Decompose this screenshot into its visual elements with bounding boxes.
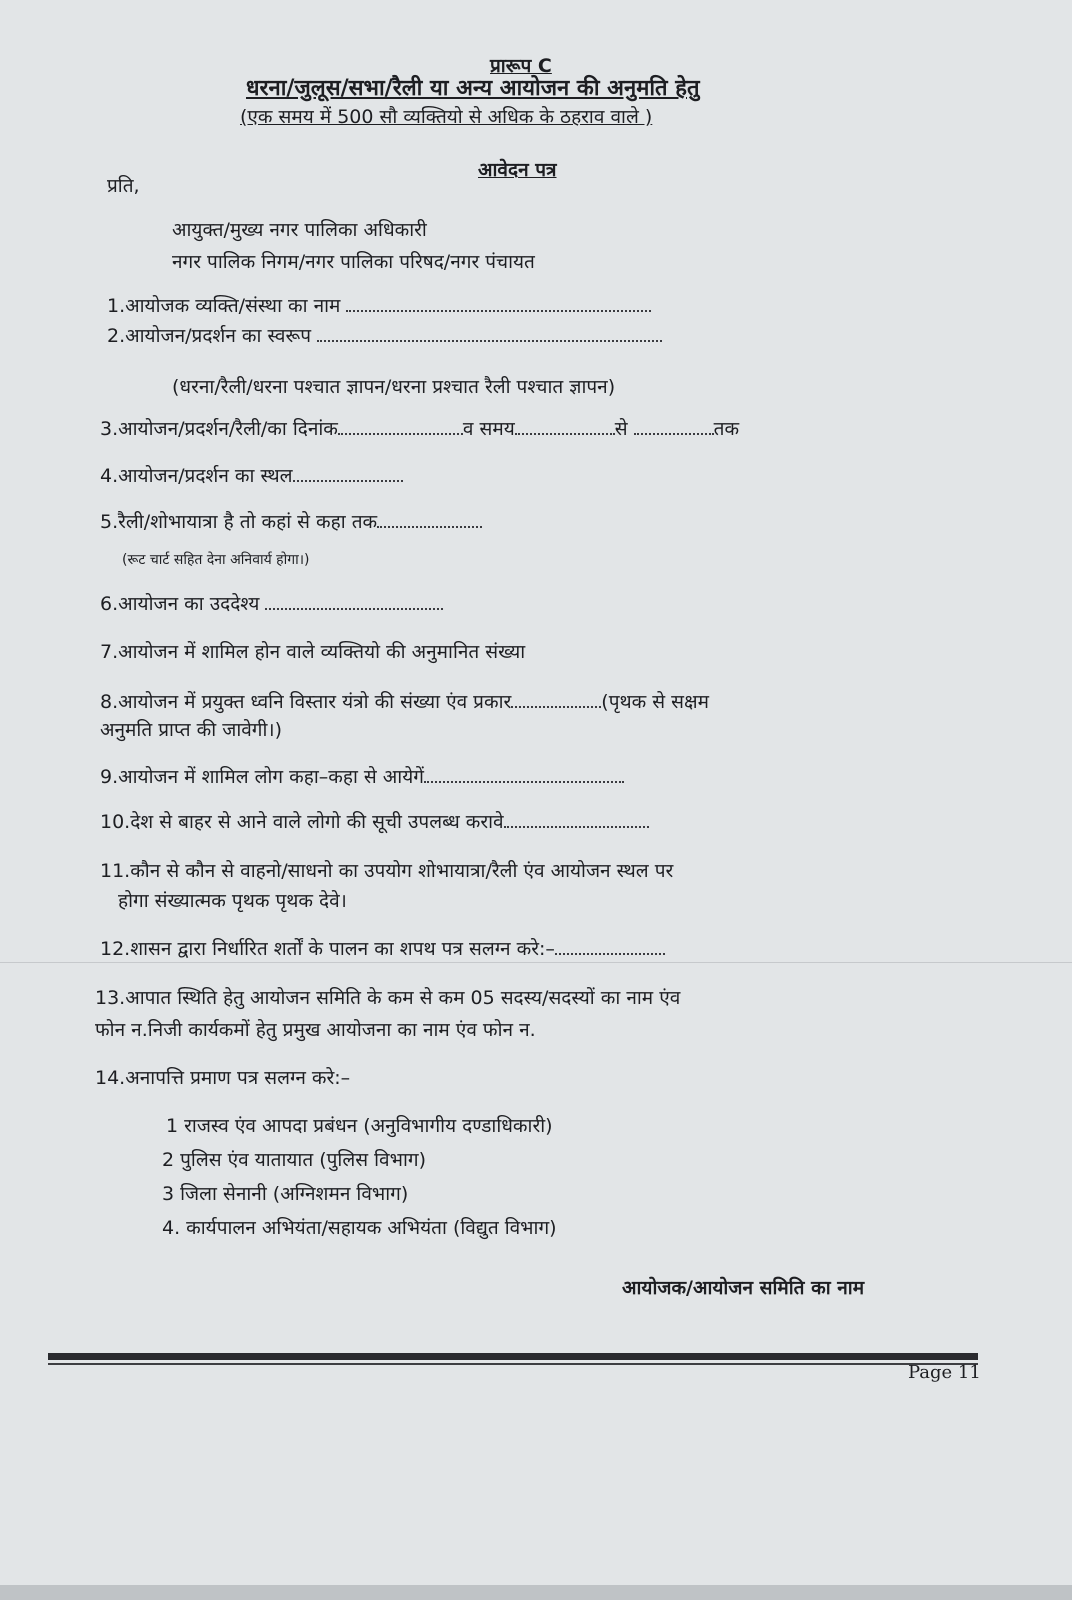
date-fill-line[interactable] bbox=[338, 431, 463, 435]
field-venue bbox=[100, 462, 403, 488]
field-event-type bbox=[107, 322, 662, 348]
field-label: 9.आयोजन में शामिल लोग कहा–कहा से आयेगें bbox=[100, 766, 424, 788]
time-label: व समय bbox=[462, 418, 515, 440]
from-label: से bbox=[614, 418, 628, 440]
route-note: (रूट चार्ट सहित देना अनिवार्य होगा।) bbox=[122, 552, 310, 568]
field-estimated-count: 7.आयोजन में शामिल होन वाले व्यक्तियो की अनुमानित संख्या bbox=[100, 641, 526, 663]
field-route bbox=[100, 508, 482, 534]
field-origin-of-people bbox=[100, 763, 624, 789]
fill-line[interactable] bbox=[265, 606, 443, 610]
field-vehicles: 11.कौन से कौन से वाहनो/साधनो का उपयोग शोभायात्रा/रैली एंव आयोजन स्थल पर bbox=[100, 860, 674, 882]
footer-rule-thick bbox=[48, 1353, 978, 1360]
field-note: (पृथक से सक्षम bbox=[601, 691, 709, 713]
to-fill-line[interactable] bbox=[634, 431, 714, 435]
time-fill-line[interactable] bbox=[515, 431, 615, 435]
field-emergency-contacts-cont: फोन न.निजी कार्यकमों हेतु प्रमुख आयोजना का नाम एंव फोन न. bbox=[95, 1019, 536, 1041]
to-label: प्रति, bbox=[107, 175, 140, 197]
field-label: 5.रैली/शोभायात्रा है तो कहां से कहा तक bbox=[100, 511, 378, 533]
field-label: 12.शासन द्वारा निर्धारित शर्तों के पालन का शपथ पत्र सलग्न करे:– bbox=[100, 938, 555, 960]
field-label: 2.आयोजन/प्रदर्शन का स्वरूप bbox=[107, 325, 311, 347]
noc-item: 4. कार्यपालन अभियंता/सहायक अभियंता (विद्युत विभाग) bbox=[162, 1217, 557, 1239]
field-noc: 14.अनापत्ति प्रमाण पत्र सलग्न करे:– bbox=[95, 1067, 351, 1089]
page-number: Page 11 bbox=[908, 1362, 981, 1383]
addressee-line-2: नगर पालिक निगम/नगर पालिका परिषद/नगर पंचायत bbox=[172, 251, 535, 273]
field-label: 1.आयोजक व्यक्ति/संस्था का नाम bbox=[107, 295, 341, 317]
fill-line[interactable] bbox=[377, 524, 482, 528]
fill-line[interactable] bbox=[293, 478, 403, 482]
field-sound-devices bbox=[100, 688, 709, 714]
form-label: प्रारूप C bbox=[490, 55, 552, 77]
fill-line[interactable] bbox=[346, 308, 651, 312]
noc-item: 3 जिला सेनानी (अग्निशमन विभाग) bbox=[162, 1183, 409, 1205]
fill-line[interactable] bbox=[424, 779, 624, 783]
page-fold-line bbox=[0, 962, 1072, 963]
event-type-options: (धरना/रैली/धरना पश्चात ज्ञापन/धरना प्रश्चात रैली पश्चात ज्ञापन) bbox=[172, 376, 616, 398]
organizer-signature-label: आयोजक/आयोजन समिति का नाम bbox=[622, 1277, 865, 1299]
fill-line[interactable] bbox=[511, 704, 601, 708]
field-organizer-name bbox=[107, 292, 651, 318]
noc-item: 1 राजस्व एंव आपदा प्रबंधन (अनुविभागीय दण्डाधिकारी) bbox=[166, 1115, 553, 1137]
noc-item: 2 पुलिस एंव यातायात (पुलिस विभाग) bbox=[162, 1149, 426, 1171]
field-date-time bbox=[100, 415, 739, 441]
fill-line[interactable] bbox=[317, 338, 662, 342]
field-label: 10.देश से बाहर से आने वाले लोगो की सूची उपलब्ध करावे bbox=[100, 811, 504, 833]
field-label: 6.आयोजन का उददेश्य bbox=[100, 593, 260, 615]
sound-devices-note-cont: अनुमति प्राप्त की जावेगी।) bbox=[100, 719, 283, 741]
field-label: 8.आयोजन में प्रयुक्त ध्वनि विस्तार यंत्रो की संख्या एंव प्रकार bbox=[100, 691, 512, 713]
until-label: तक bbox=[713, 418, 740, 440]
application-heading: आवेदन पत्र bbox=[478, 159, 557, 181]
fill-line[interactable] bbox=[504, 824, 649, 828]
field-vehicles-cont: होगा संख्यात्मक पृथक पृथक देवे। bbox=[118, 890, 347, 912]
field-label: 3.आयोजन/प्रदर्शन/रैली/का दिनांक bbox=[100, 418, 338, 440]
fill-line[interactable] bbox=[555, 951, 665, 955]
addressee-line-1: आयुक्त/मुख्य नगर पालिका अधिकारी bbox=[172, 219, 427, 241]
field-label: 4.आयोजन/प्रदर्शन का स्थल bbox=[100, 465, 293, 487]
footer-rule-thin bbox=[48, 1363, 978, 1365]
field-emergency-contacts: 13.आपात स्थिति हेतु आयोजन समिति के कम से कम 05 सदस्य/सदस्यों का नाम एंव bbox=[95, 987, 681, 1009]
field-purpose bbox=[100, 590, 443, 616]
field-outsiders-list bbox=[100, 808, 649, 834]
form-title: धरना/जुलूस/सभा/रैली या अन्य आयोजन की अनुमति हेतु bbox=[246, 76, 700, 101]
field-affidavit bbox=[100, 935, 665, 961]
form-subtitle: (एक समय में 500 सौ व्यक्तियो से अधिक के ठहराव वाले ) bbox=[240, 106, 653, 128]
